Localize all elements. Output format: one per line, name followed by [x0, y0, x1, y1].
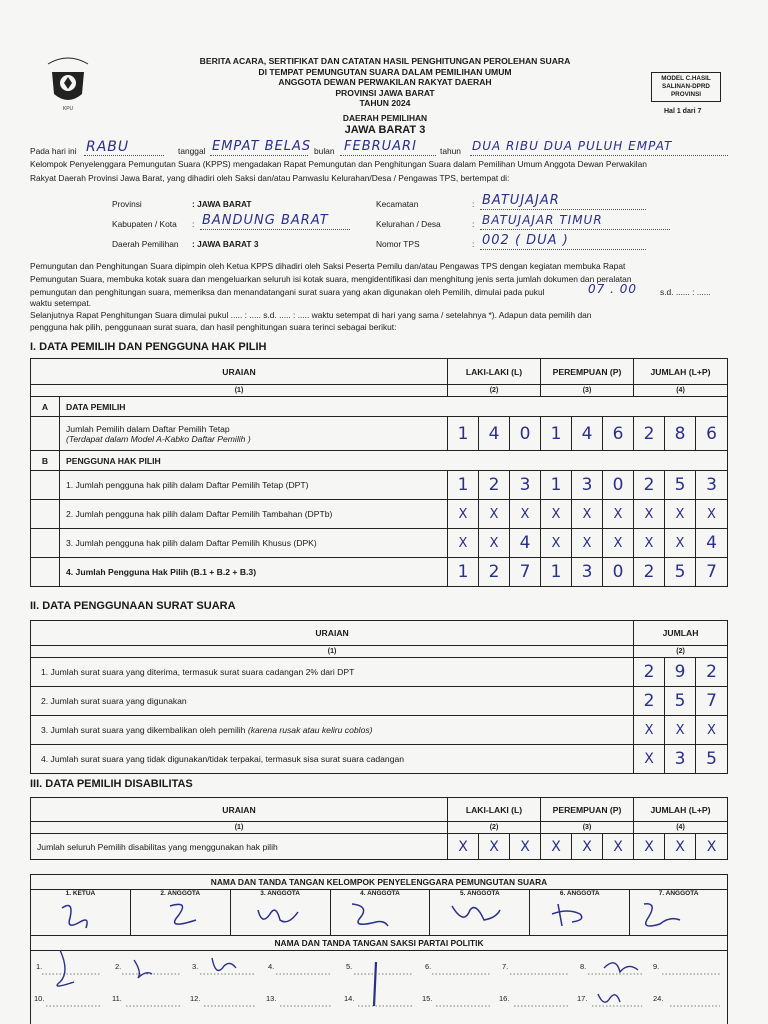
s1-b2-val[interactable]: X [696, 500, 728, 529]
s1-b1-val[interactable]: 3 [572, 471, 603, 500]
s1-b-empty [31, 500, 60, 529]
kelurahan-line [480, 229, 670, 230]
s2-row4-val[interactable]: 3 [665, 745, 696, 774]
s2-colnum-2: (2) [634, 646, 728, 658]
saksi-title: NAMA DAN TANDA TANGAN SAKSI PARTAI POLITIK [31, 936, 728, 951]
provinsi-value: : JAWA BARAT [192, 199, 252, 209]
s1-a-val[interactable]: 8 [665, 417, 696, 451]
daerah-pemilihan-label: Daerah Pemilihan [112, 239, 179, 249]
kelurahan-value: BATUJAJAR TIMUR [482, 213, 603, 227]
intro-line: Pada hari ini [30, 146, 77, 156]
s2-row2-label: 2. Jumlah surat suara yang digunakan [31, 687, 634, 716]
kabupaten-label: Kabupaten / Kota [112, 219, 177, 229]
intro-para1: Kelompok Penyelenggara Pemungutan Suara (KPPS) mengadakan Rapat Pemungutan dan Penghitungan Suara dalam Pemilihan Umum Anggota Dewan Perwakilan [30, 159, 647, 169]
saksi-slot[interactable]: 11. [112, 994, 122, 1003]
kpu-seal-logo [42, 50, 94, 114]
kelurahan-colon: : [472, 219, 475, 229]
s3-val[interactable]: X [572, 834, 603, 860]
s3-val[interactable]: X [479, 834, 510, 860]
s1-b2-val[interactable]: X [603, 500, 634, 529]
bulan-line [340, 155, 436, 156]
saksi-slot[interactable]: 10. [34, 994, 45, 1003]
saksi-slot[interactable]: 6. [425, 962, 432, 971]
document-title: BERITA ACARA, SERTIFIKAT DAN CATATAN HASIL PENGHITUNGAN PEROLEHAN SUARA DI TEMPAT PEMUNGUTAN SUARA DALAM PEMILIHAN UMUM ANGGOTA DEWAN PERWAKILAN RAKYAT DAERAH PROVINSI JAWA BARAT TAHUN 2024 [199, 56, 571, 108]
s1-b3-val[interactable]: X [541, 529, 572, 558]
section1-table [30, 358, 728, 587]
s1-b-row1-label: 1. Jumlah pengguna hak pilih dalam Daftar Pemilih Tetap (DPT) [60, 471, 448, 500]
svg-text:KPU: KPU [62, 106, 74, 112]
s2-row1-val[interactable]: 9 [665, 658, 696, 687]
s1-b2-val[interactable]: X [479, 500, 510, 529]
s2-row2-val[interactable]: 2 [634, 687, 665, 716]
s3-val[interactable]: X [541, 834, 572, 860]
tps-value: 002 ( DUA ) [482, 233, 569, 248]
kpps-signatures-drawing [40, 896, 730, 936]
s2-row1-val[interactable]: 2 [696, 658, 728, 687]
s1-b-row2-label: 2. Jumlah pengguna hak pilih dalam Daftar Pemilih Tambahan (DPTb) [60, 500, 448, 529]
start-time: 07 . 00 [588, 282, 637, 296]
s1-b4-val[interactable]: 1 [541, 558, 572, 587]
tanggal-value: EMPAT BELAS [212, 139, 312, 154]
section1-title: I. DATA PEMILIH DAN PENGGUNA HAK PILIH [30, 341, 267, 353]
s1-b-empty [31, 529, 60, 558]
kpps-role: 5. ANGGOTA [459, 890, 500, 897]
section2-title: II. DATA PENGGUNAAN SURAT SUARA [30, 600, 236, 612]
saksi-slot[interactable]: 5. [346, 962, 353, 971]
bulan-label: bulan [314, 146, 335, 156]
s1-b3-val[interactable]: X [603, 529, 634, 558]
s1-header-jumlah: JUMLAH (L+P) [634, 359, 728, 385]
saksi-slot[interactable]: 7. [502, 962, 509, 971]
body-p4: waktu setempat. [30, 298, 91, 308]
s2-row4-val[interactable]: 5 [696, 745, 728, 774]
s3-header-laki: LAKI-LAKI (L) [448, 798, 541, 822]
s1-a-val[interactable]: 1 [448, 417, 479, 451]
daerah-pemilihan-value: : JAWA BARAT 3 [192, 239, 259, 249]
s1-header-perempuan: PEREMPUAN (P) [541, 359, 634, 385]
s1-b3-val[interactable]: X [634, 529, 665, 558]
daerah-label: DAERAH PEMILIHAN [342, 113, 428, 123]
s1-b3-val[interactable]: 4 [696, 529, 728, 558]
kelurahan-label: Kelurahan / Desa [376, 219, 441, 229]
s1-a-val[interactable]: 6 [696, 417, 728, 451]
intro-para2: Rakyat Daerah Provinsi Jawa Barat, yang dihadiri oleh Saksi dan/atau Panwaslu Kelurahan/Desa / Pengawas TPS, bertempat di: [30, 173, 510, 183]
kabupaten-value: BANDUNG BARAT [202, 213, 329, 228]
s1-b-title: PENGGUNA HAK PILIH [60, 451, 728, 471]
s3-header-uraian: URAIAN [31, 798, 448, 822]
s1-b1-val[interactable]: 2 [479, 471, 510, 500]
s1-a-val[interactable]: 6 [603, 417, 634, 451]
kecamatan-label: Kecamatan [376, 199, 419, 209]
s1-b4-val[interactable]: 0 [603, 558, 634, 587]
saksi-slot[interactable]: 12. [190, 994, 201, 1003]
s2-header-jumlah: JUMLAH [634, 621, 728, 646]
s1-b3-val[interactable]: 4 [510, 529, 541, 558]
saksi-slot[interactable]: 24. [653, 994, 664, 1003]
s1-b4-val[interactable]: 7 [510, 558, 541, 587]
s2-row1-val[interactable]: 2 [634, 658, 665, 687]
s1-a-row-text: Jumlah Pemilih dalam Daftar Pemilih Tetap [66, 423, 230, 434]
saksi-slot[interactable]: 9. [653, 962, 660, 971]
kpps-role: 4. ANGGOTA [360, 890, 400, 897]
saksi-slot[interactable]: 17. [577, 994, 588, 1003]
s3-colnum-1: (1) [31, 822, 448, 834]
kpps-title: NAMA DAN TANDA TANGAN KELOMPOK PENYELENGGARA PEMUNGUTAN SUARA [31, 875, 728, 890]
s2-header-uraian: URAIAN [31, 621, 634, 646]
s1-header-laki: LAKI-LAKI (L) [448, 359, 541, 385]
s1-b-row4-label: 4. Jumlah Pengguna Hak Pilih (B.1 + B.2 + B.3) [60, 558, 448, 587]
s1-b2-val[interactable]: X [572, 500, 603, 529]
body-p1: Pemungutan dan Penghitungan Suara dipimpin oleh Ketua KPPS dihadiri oleh Saksi Peserta Pemilu dan/atau Pengawas TPS dengan kegiatan membuka Rapat [30, 261, 626, 271]
s1-b2-val[interactable]: X [665, 500, 696, 529]
body-p3: pemungutan dan penghitungan suara, memeriksa dan menandatangani surat suara yang akan digunakan oleh Pemilih, dimulai pada pukul [30, 287, 545, 297]
s1-a-val[interactable]: 4 [572, 417, 603, 451]
s1-header-uraian: URAIAN [31, 359, 448, 385]
s3-val[interactable]: X [634, 834, 665, 860]
s1-b3-val[interactable]: X [479, 529, 510, 558]
daerah-value: JAWA BARAT 3 [344, 124, 426, 136]
tps-line [480, 249, 646, 250]
kpps-role: 6. ANGGOTA [559, 890, 600, 897]
s1-b1-val[interactable]: 3 [696, 471, 728, 500]
s1-b-empty [31, 471, 60, 500]
s1-b-row3-label: 3. Jumlah pengguna hak pilih dalam Daftar Pemilih Khusus (DPK) [60, 529, 448, 558]
s1-a-val[interactable]: 2 [634, 417, 665, 451]
s1-a-val[interactable]: 4 [479, 417, 510, 451]
s1-a-title: DATA PEMILIH [60, 397, 728, 417]
s1-b3-val[interactable]: X [572, 529, 603, 558]
s1-b2-val[interactable]: X [448, 500, 479, 529]
s1-b1-val[interactable]: 1 [541, 471, 572, 500]
provinsi-label: Provinsi [112, 199, 142, 209]
saksi-slot[interactable]: 13. [266, 994, 277, 1003]
kpps-role: 7. ANGGOTA [658, 890, 699, 897]
kecamatan-value: BATUJAJAR [482, 193, 560, 208]
s1-colnum-2: (2) [448, 385, 541, 397]
kabupaten-line [200, 229, 350, 230]
s1-b4-val[interactable]: 2 [479, 558, 510, 587]
s3-colnum-3: (3) [541, 822, 634, 834]
kecamatan-line [480, 209, 646, 210]
s1-b4-val[interactable]: 5 [665, 558, 696, 587]
s1-a-val[interactable]: 0 [510, 417, 541, 451]
s1-b3-val[interactable]: X [448, 529, 479, 558]
tahun-label: tahun [440, 146, 461, 156]
s3-header-perempuan: PEREMPUAN (P) [541, 798, 634, 822]
body-p2: Pemungutan Suara, membuka kotak suara dan mengeluarkan seluruh isi kotak suara, mengidentifikasi dan menghitung jenis serta jumlah dokumen dan peralatan [30, 274, 632, 284]
s3-header-jumlah: JUMLAH (L+P) [634, 798, 728, 822]
bulan-value: FEBRUARI [344, 139, 417, 154]
s1-a-row-label [60, 417, 448, 451]
saksi-slot[interactable]: 16. [499, 994, 510, 1003]
s3-val[interactable]: X [696, 834, 728, 860]
s2-row2-val[interactable]: 7 [696, 687, 728, 716]
s3-colnum-4: (4) [634, 822, 728, 834]
s3-colnum-2: (2) [448, 822, 541, 834]
s1-b2-val[interactable]: X [541, 500, 572, 529]
s1-b4-val[interactable]: 7 [696, 558, 728, 587]
s1-b4-val[interactable]: 3 [572, 558, 603, 587]
saksi-slot[interactable]: 15. [422, 994, 433, 1003]
s1-b1-val[interactable]: 2 [634, 471, 665, 500]
s1-b1-val[interactable]: 5 [665, 471, 696, 500]
s2-row3-text: 3. Jumlah surat suara yang dikembalikan oleh pemilih [41, 725, 246, 735]
section3-table [30, 797, 728, 860]
hari-line [84, 155, 164, 156]
tanggal-line [210, 155, 308, 156]
s1-b2-val[interactable]: X [510, 500, 541, 529]
s1-b4-val[interactable]: 1 [448, 558, 479, 587]
s1-b2-val[interactable]: X [634, 500, 665, 529]
page-indicator: Hal 1 dari 7 [664, 108, 702, 115]
saksi-slot[interactable]: 8. [580, 962, 587, 971]
tanggal-label: tanggal [178, 146, 206, 156]
saksi-slot[interactable]: 14. [344, 994, 355, 1003]
s1-colnum-3: (3) [541, 385, 634, 397]
s1-b-empty [31, 558, 60, 587]
tps-colon: : [472, 239, 475, 249]
tahun-line [470, 155, 728, 156]
s1-a-val[interactable]: 1 [541, 417, 572, 451]
s1-colnum-4: (4) [634, 385, 728, 397]
saksi-slot[interactable]: 3. [192, 962, 199, 971]
model-box: MODEL C.HASIL SALINAN-DPRD PROVINSI [651, 72, 721, 102]
s1-b1-val[interactable]: 3 [510, 471, 541, 500]
s2-row3-italic: (karena rusak atau keliru coblos) [247, 725, 373, 735]
hari-value: RABU [86, 139, 130, 155]
s3-val[interactable]: X [448, 834, 479, 860]
tahun-value: DUA RIBU DUA PULUH EMPAT [472, 139, 673, 153]
kabupaten-colon: : [192, 219, 195, 229]
section2-table [30, 620, 728, 774]
s2-colnum-1: (1) [31, 646, 634, 658]
body-p3-end: s.d. ...... : ...... [660, 287, 711, 297]
tps-label: Nomor TPS [376, 239, 420, 249]
kecamatan-colon: : [472, 199, 475, 209]
s2-row2-val[interactable]: 5 [665, 687, 696, 716]
s1-b1-val[interactable]: 0 [603, 471, 634, 500]
body-p5: Selanjutnya Rapat Penghitungan Suara dimulai pukul ..... : ..... s.d. ..... : ..... waktu setempat di hari yang sama / setelahnya *). Adapun data pemilih dan [30, 310, 592, 320]
s1-b-code: B [31, 451, 60, 471]
saksi-signatures-drawing [30, 942, 728, 1024]
s1-a-row-sub: (Terdapat dalam Model A-Kabko Daftar Pemilih ) [66, 433, 251, 444]
body-p6: pengguna hak pilih, penggunaan surat suara, dan hasil penghitungan suara terinci sebagai berikut: [30, 322, 397, 332]
s2-row3-label [31, 716, 634, 745]
s1-b4-val[interactable]: 2 [634, 558, 665, 587]
s3-row-label: Jumlah seluruh Pemilih disabilitas yang menggunakan hak pilih [31, 834, 448, 860]
s1-b1-val[interactable]: 1 [448, 471, 479, 500]
kpps-role: 1. KETUA [65, 890, 96, 897]
s1-a-empty [31, 417, 60, 451]
s2-row4-label: 4. Jumlah surat suara yang tidak digunakan/tidak terpakai, termasuk sisa surat suara cadangan [31, 745, 634, 774]
s1-b3-val[interactable]: X [665, 529, 696, 558]
s2-row3-val[interactable]: X [696, 716, 728, 745]
s1-colnum-1: (1) [31, 385, 448, 397]
saksi-slot[interactable]: 1. [36, 962, 43, 971]
kpps-role: 2. ANGGOTA [160, 890, 201, 897]
s3-val[interactable]: X [603, 834, 634, 860]
s2-row1-label: 1. Jumlah surat suara yang diterima, termasuk surat suara cadangan 2% dari DPT [31, 658, 634, 687]
s2-row3-val[interactable]: X [634, 716, 665, 745]
kpps-role: 3. ANGGOTA [260, 890, 300, 897]
s3-val[interactable]: X [510, 834, 541, 860]
s2-row3-val[interactable]: X [665, 716, 696, 745]
section3-title: III. DATA PEMILIH DISABILITAS [30, 778, 193, 790]
s2-row4-val[interactable]: X [634, 745, 665, 774]
saksi-slot[interactable]: 2. [115, 962, 122, 971]
saksi-slot[interactable]: 4. [268, 962, 275, 971]
s1-a-code: A [31, 397, 60, 417]
s3-val[interactable]: X [665, 834, 696, 860]
